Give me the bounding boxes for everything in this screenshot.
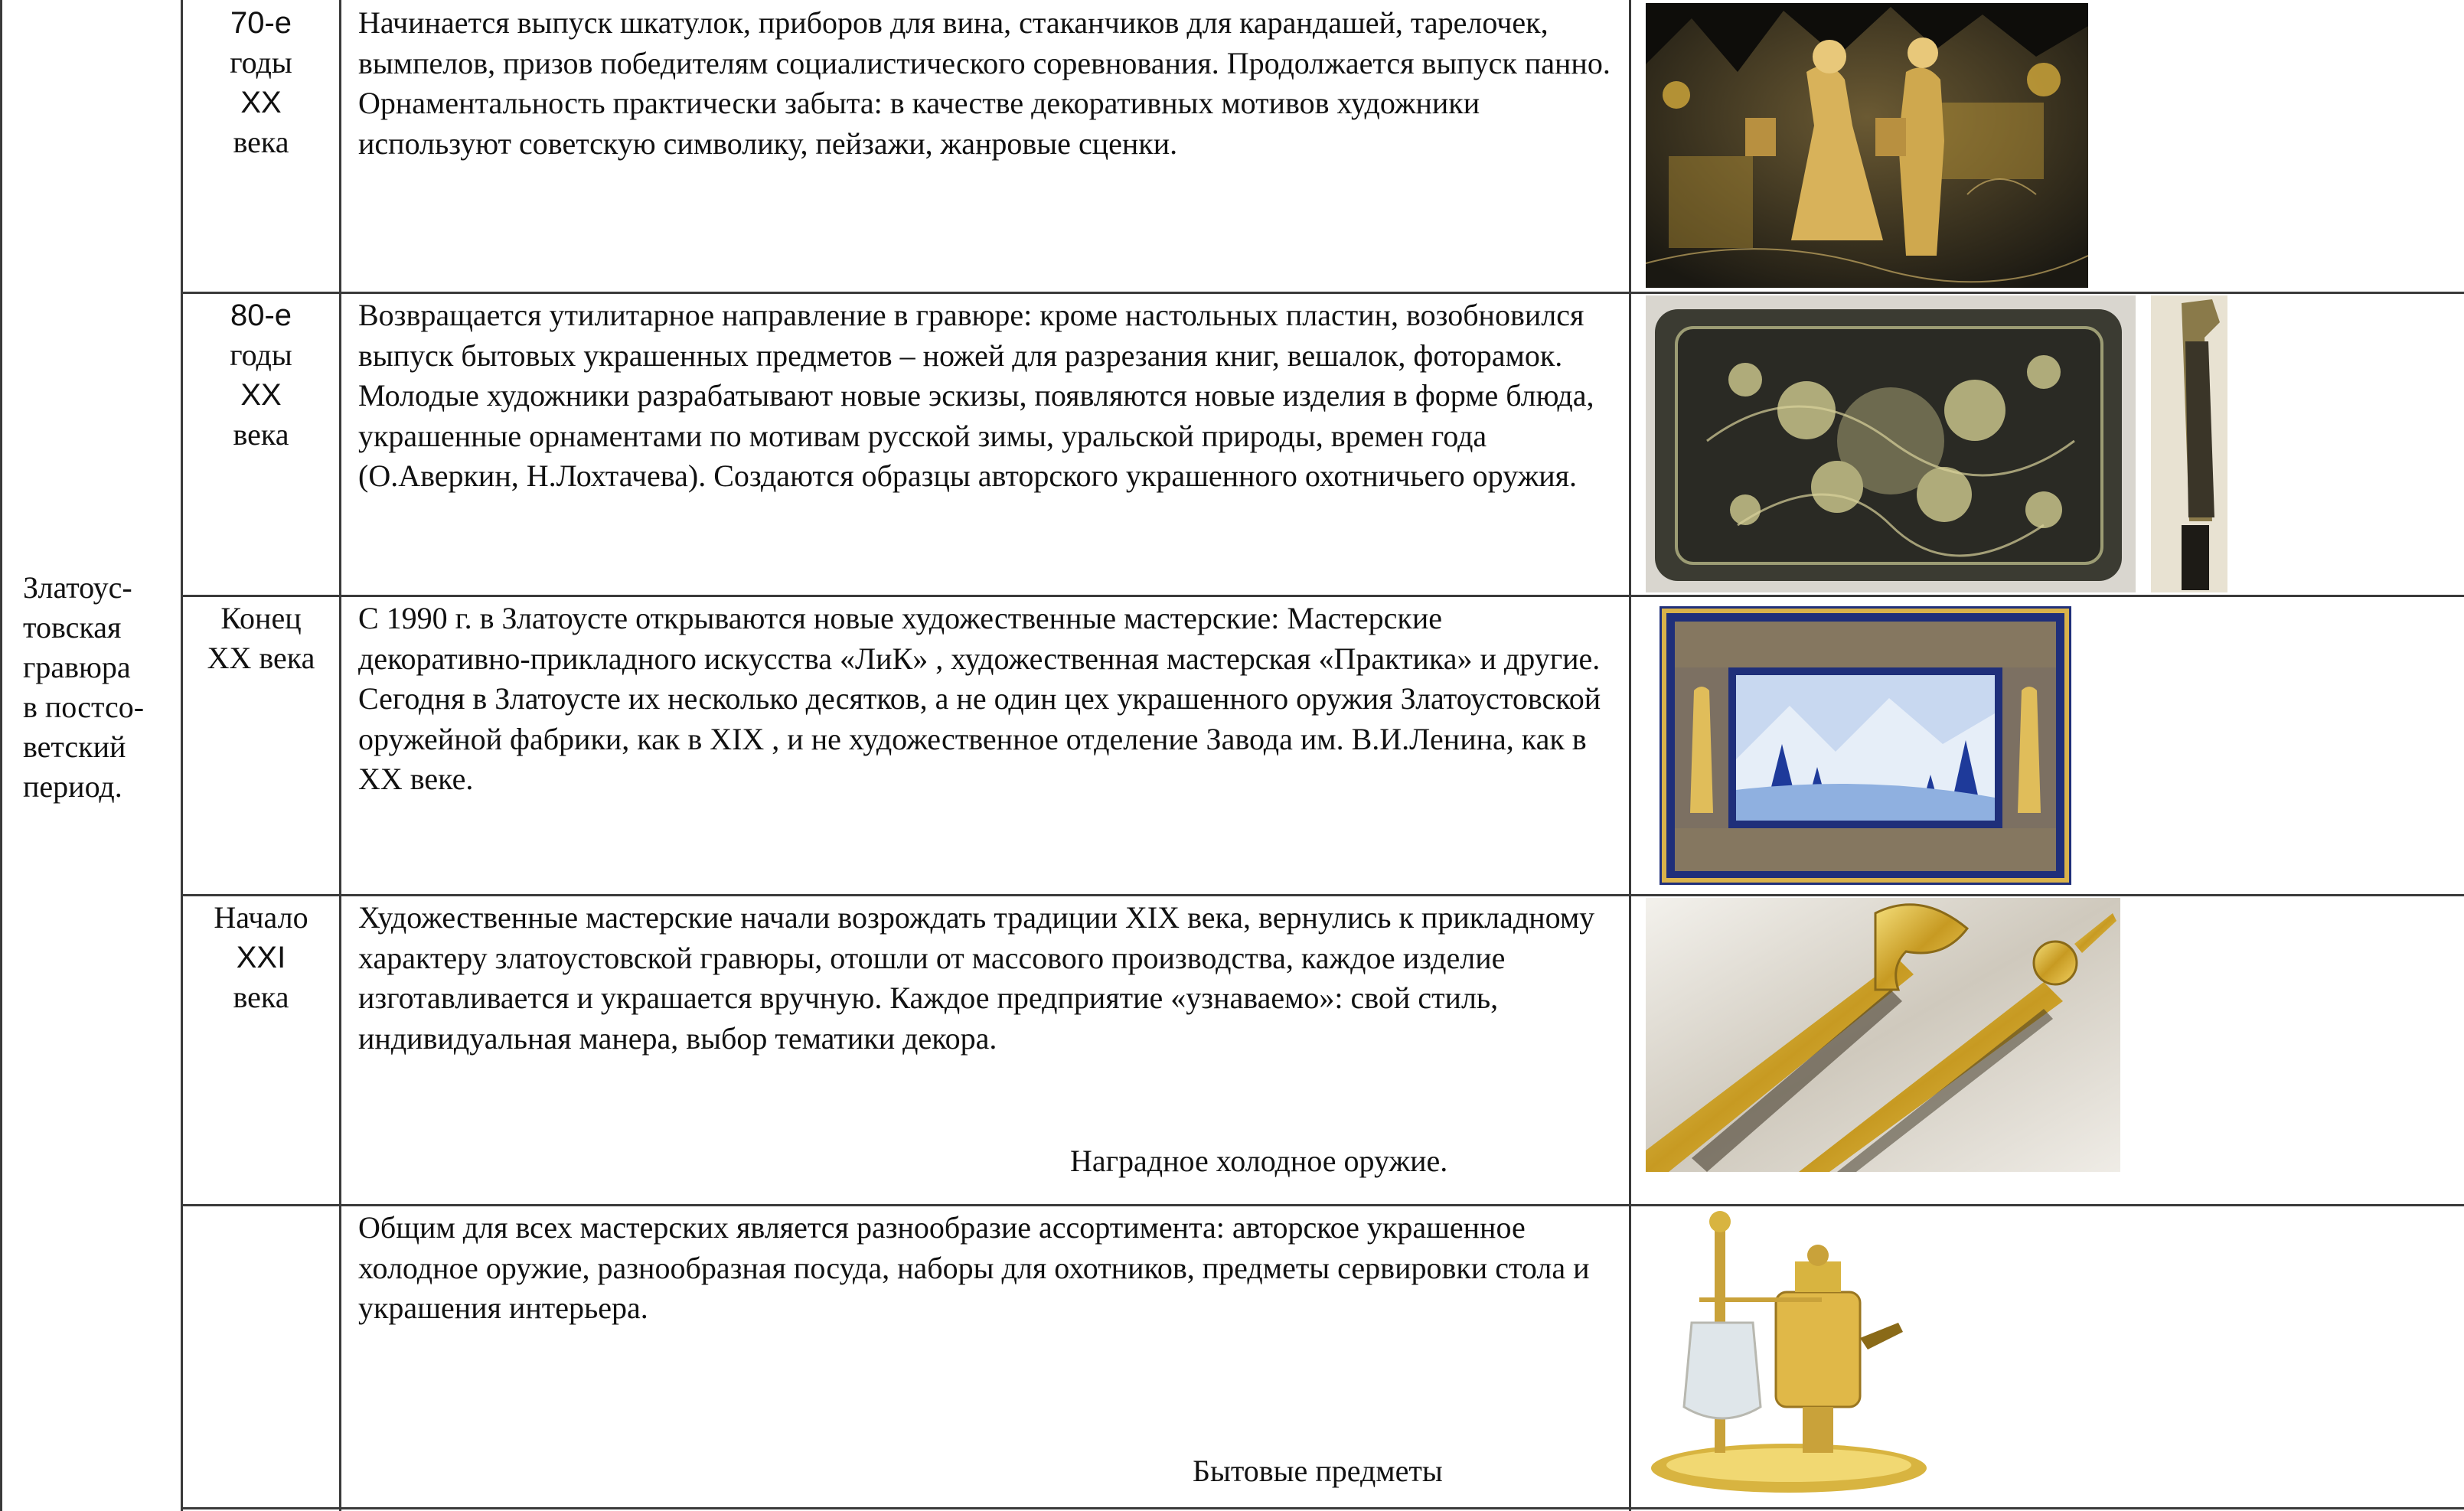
- section-label-line: период.: [23, 769, 122, 804]
- section-label: [23, 568, 176, 807]
- description-cell: [358, 3, 1621, 164]
- period-line: 70-е: [230, 6, 292, 40]
- section-label-line: ветский: [23, 729, 126, 764]
- period-line: века: [233, 125, 289, 159]
- table-border: [181, 0, 183, 1511]
- period-cell: [183, 295, 339, 455]
- gilded-award-sabers-image: [1646, 898, 2120, 1172]
- table-border: [181, 595, 2464, 597]
- engraved-panel-winter-landscape-image: [1660, 606, 2071, 885]
- description-paragraph: Общим для всех мастерских является разнообразие ассортимента: авторское украшенное холодное оружие, разнообразная посуда, наборы для охотников, предметы сервировки стола и украшения интерьера.: [358, 1210, 1590, 1325]
- image-caption: Наградное холодное оружие.: [1070, 1144, 1448, 1178]
- gilded-coffee-maker-set-image: [1646, 1208, 1932, 1500]
- description-paragraph: Начинается выпуск шкатулок, приборов для вина, стаканчиков для карандашей, тарелочек, вымпелов, призов победителям социалистического соревнования. Продолжается выпуск панно. Орнаментальность практически забыта: в качестве декоративных мотивов художники используют советскую символику, пейзажи, жанровые сценки.: [358, 5, 1611, 161]
- section-label-line: товская: [23, 610, 122, 645]
- engraved-plate-folk-scene-image: [1646, 3, 2088, 288]
- description-paragraph: Молодые художники разрабатывают новые эскизы, появляются новые изделия в форме блюда, украшенные орнаментами по мотивам русской зимы, уральской природы, времен года (О.Аверкин, Н.Лохтачева). Создаются образцы авторского украшенного охотничьего оружия.: [358, 378, 1594, 493]
- description-paragraph: Художественные мастерские начали возрождать традиции XIX века, вернулись к прикладному характеру златоустовской гравюры, отошли от массового производства, каждое изделие изготавливается и украшается вручную. Каждое предприятие «узнаваемо»: свой стиль, индивидуальная манера, выбор тематики декора.: [358, 900, 1595, 1056]
- description-cell: [358, 295, 1621, 497]
- section-label-line: Златоус-: [23, 570, 132, 605]
- period-cell: [183, 3, 339, 162]
- period-line: XXI: [236, 941, 286, 974]
- table-border: [1629, 0, 1631, 1511]
- section-label-line: в постсо-: [23, 690, 145, 724]
- period-line: 80-е: [230, 299, 292, 332]
- period-line: XX: [240, 378, 282, 412]
- period-cell: [183, 898, 339, 1017]
- period-line: годы: [230, 338, 292, 372]
- period-line: века: [233, 980, 289, 1014]
- period-line: Конец: [220, 601, 302, 635]
- table-border: [339, 0, 341, 1511]
- engraved-tray-and-paper-knife-image: [1646, 295, 2250, 592]
- description-cell: [358, 1208, 1621, 1329]
- section-label-line: гравюра: [23, 650, 131, 684]
- table-border: [181, 292, 2464, 294]
- description-paragraph: С 1990 г. в Златоусте открываются новые художественные мастерские: Мастерские декоративно-прикладного искусства «ЛиК» , художественная мастерская «Практика» и другие. Сегодня в Златоусте их несколько десятков, а не один цех украшенного оружия Златоустовской оружейной фабрики, как в XIX , и не художественное отделение Завода им. В.И.Ленина, как в XX веке.: [358, 601, 1601, 796]
- image-caption: Бытовые предметы: [1193, 1454, 1443, 1488]
- table-border: [181, 1507, 2464, 1509]
- period-cell: [183, 599, 339, 678]
- description-paragraph: Возвращается утилитарное направление в гравюре: кроме настольных пластин, возобновился выпуск бытовых украшенных предметов – ножей для разрезания книг, вешалок, фоторамок.: [358, 298, 1584, 373]
- table-border: [181, 1204, 2464, 1206]
- table-border: [0, 0, 2, 1511]
- period-line: XX: [240, 86, 282, 119]
- period-line: Начало: [214, 900, 308, 935]
- period-line: XX века: [207, 641, 315, 675]
- description-cell: [358, 599, 1621, 800]
- period-line: годы: [230, 45, 292, 80]
- description-cell: [358, 898, 1621, 1059]
- period-line: века: [233, 417, 289, 452]
- table-border: [181, 894, 2464, 896]
